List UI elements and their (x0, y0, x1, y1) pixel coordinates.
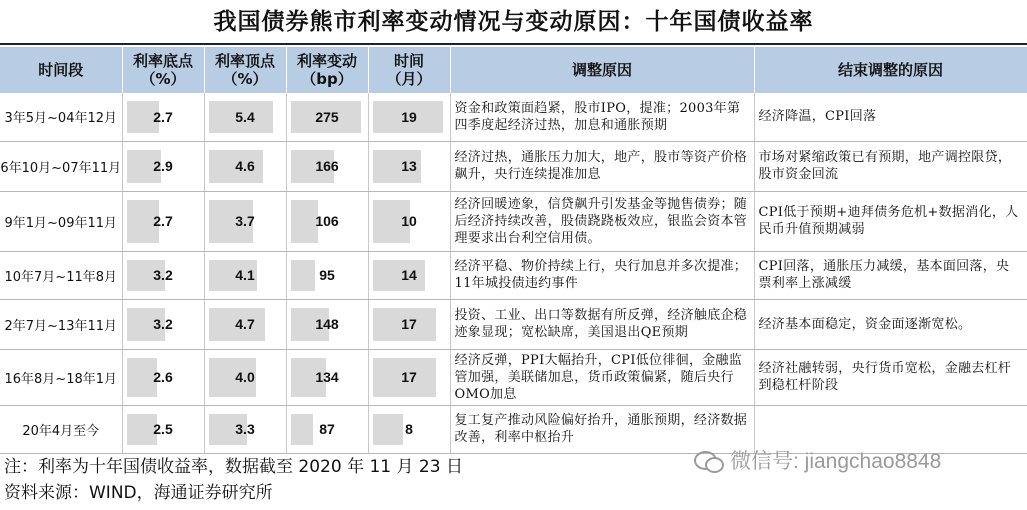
reason-cell: 经济平稳、物价持续上行，央行加息并多次提准；11年城投债违约事件 (450, 251, 754, 299)
footnote: 注：利率为十年国债收益率，数据截至 2020 年 11 月 23 日 (4, 457, 463, 477)
watermark-text: 微信号: jiangchao8848 (730, 450, 942, 473)
low-cell (122, 405, 204, 453)
duration-value: 14 (401, 267, 417, 283)
end-reason-cell: 经济社融转弱，央行货币宽松，金融去杠杆到稳杠杆阶段 (754, 349, 1027, 405)
duration-cell (368, 141, 450, 191)
end-reason-cell: CPI低于预期+迪拜债务危机+数据消化，人民币升值预期减弱 (754, 191, 1027, 251)
table-header-row (0, 47, 1027, 93)
end-reason-cell: CPI回落，通胀压力减缓，基本面回落，央票利率上涨减缓 (754, 251, 1027, 299)
low-cell (122, 93, 204, 141)
table-row (0, 349, 1027, 405)
duration-cell (368, 349, 450, 405)
duration-value: 13 (401, 158, 417, 174)
change-cell (286, 299, 368, 349)
high-value: 3.3 (235, 421, 255, 437)
period-cell: 6年10月~07年11月 (0, 141, 122, 191)
table-row (0, 141, 1027, 191)
change-cell (286, 191, 368, 251)
low-value: 3.2 (153, 267, 173, 283)
low-cell (122, 191, 204, 251)
change-cell (286, 93, 368, 141)
period-cell: 3年5月~04年12月 (0, 93, 122, 141)
high-value: 4.7 (235, 316, 255, 332)
period-cell: 2年7月~13年11月 (0, 299, 122, 349)
low-cell (122, 349, 204, 405)
high-cell (204, 299, 286, 349)
low-cell (122, 141, 204, 191)
change-cell (286, 251, 368, 299)
rate-table (0, 47, 1027, 454)
period-cell: 20年4月至今 (0, 405, 122, 453)
period-cell: 9年1月~09年11月 (0, 191, 122, 251)
high-cell (204, 405, 286, 453)
high-value: 5.4 (235, 108, 255, 125)
high-cell (204, 93, 286, 141)
low-value: 2.7 (153, 213, 173, 229)
low-value: 2.7 (153, 108, 173, 125)
high-cell (204, 141, 286, 191)
header-end-reason: 结束调整的原因 (754, 47, 1027, 93)
low-value: 3.2 (153, 316, 173, 332)
change-value: 275 (315, 108, 339, 125)
reason-cell: 复工复产推动风险偏好抬升，通胀预期，经济数据改善，利率中枢抬升 (450, 405, 754, 453)
duration-value: 17 (401, 369, 417, 385)
high-cell (204, 251, 286, 299)
reason-cell: 经济过热，通胀压力加大，地产，股市等资产价格飙升，央行连续提准加息 (450, 141, 754, 191)
duration-cell (368, 299, 450, 349)
header-low: 利率底点 （%） (122, 47, 204, 93)
change-value: 148 (315, 316, 339, 332)
change-cell (286, 141, 368, 191)
period-cell: 16年8月~18年1月 (0, 349, 122, 405)
header-high: 利率顶点 （%） (204, 47, 286, 93)
high-cell (204, 349, 286, 405)
change-value: 106 (315, 213, 339, 229)
header-duration: 时间 （月） (368, 47, 450, 93)
table-row (0, 299, 1027, 349)
wechat-icon (694, 449, 724, 471)
source-note: 资料来源：WIND，海通证券研究所 (4, 483, 273, 503)
change-value: 87 (319, 421, 335, 437)
low-value: 2.9 (153, 158, 173, 174)
high-cell (204, 191, 286, 251)
end-reason-cell: 市场对紧缩政策已有预期，地产调控限贷，股市资金回流 (754, 141, 1027, 191)
change-cell (286, 349, 368, 405)
header-change: 利率变动 （bp） (286, 47, 368, 93)
table-row (0, 93, 1027, 141)
end-reason-cell: 经济降温，CPI回落 (754, 93, 1027, 141)
reason-cell: 资金和政策面趋紧，股市IPO，提准；2003年第四季度起经济过热，加息和通胀预期 (450, 93, 754, 141)
table-row (0, 251, 1027, 299)
header-reason: 调整原因 (450, 47, 754, 93)
high-value: 3.7 (235, 213, 255, 229)
duration-value: 19 (401, 108, 417, 125)
duration-cell (368, 191, 450, 251)
period-cell: 10年7月~11年8月 (0, 251, 122, 299)
high-value: 4.6 (235, 158, 255, 174)
low-value: 2.5 (153, 421, 173, 437)
duration-cell (368, 251, 450, 299)
table-row (0, 191, 1027, 251)
header-period: 时间段 (0, 47, 122, 93)
reason-cell: 经济回暖迹象，信贷飙升引发基金等抛售债券；随后经济持续改善，股债跷跷板效应，银监会资本管理要求出台利空信用债。 (450, 191, 754, 251)
duration-value: 17 (401, 316, 417, 332)
reason-cell: 投资、工业、出口等数据有所反弹，经济触底企稳迹象显现；宽松缺席，美国退出QE预期 (450, 299, 754, 349)
change-value: 166 (315, 158, 339, 174)
title-divider (0, 43, 1027, 45)
reason-cell: 经济反弹，PPI大幅抬升，CPI低位徘徊，金融监管加强，美联储加息，货币政策偏紧，随后央行OMO加息 (450, 349, 754, 405)
low-cell (122, 251, 204, 299)
high-value: 4.1 (235, 267, 255, 283)
duration-cell (368, 405, 450, 453)
duration-value: 10 (401, 213, 417, 229)
low-value: 2.6 (153, 369, 173, 385)
change-cell (286, 405, 368, 453)
end-reason-cell: 经济基本面稳定，资金面逐渐宽松。 (754, 299, 1027, 349)
duration-value: 8 (405, 421, 413, 437)
high-value: 4.0 (235, 369, 255, 385)
low-cell (122, 299, 204, 349)
duration-cell (368, 93, 450, 141)
wechat-watermark (694, 447, 941, 473)
change-value: 134 (315, 369, 339, 385)
change-value: 95 (319, 267, 335, 283)
page-title: 我国债券熊市利率变动情况与变动原因：十年国债收益率 (213, 8, 814, 35)
